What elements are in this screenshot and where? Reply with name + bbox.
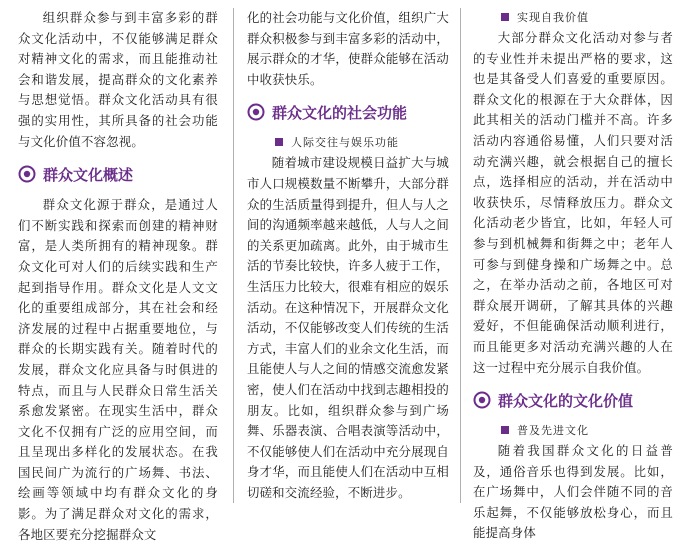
square-bullet-icon	[501, 426, 509, 434]
column-right	[473, 8, 673, 544]
subsection-heading-label: 实现自我价值	[517, 11, 589, 24]
section-heading-overview	[18, 159, 218, 189]
column-middle	[247, 8, 449, 503]
subsection-heading-label: 人际交往与娱乐功能	[291, 136, 399, 150]
section-heading-label: 群众文化的社会功能	[272, 103, 408, 122]
column-left	[18, 8, 218, 545]
subsection-heading-social	[275, 133, 449, 151]
section-heading-social-function	[247, 97, 449, 127]
subsection-heading-self-value	[501, 8, 673, 26]
concentric-circle-icon	[18, 165, 36, 183]
paragraph: 随着城市建设规模日益扩大与城市人口规模数量不断攀升，大部分群众的生活质量得到提升，但人与人之间的沟通频率越来越低，人与人之间的关系更加疏离。此外，由于城市生活的节奏比较快，许多人疲于工作，生活压力比较大，很难有相应的娱乐活动。在这种情况下，开展群众文化活动，不仅能够改变人们传统的生活方式，丰富人们的业余文化生活，而且能使人与人之间的情感交流愈发紧密，使人们在活动中找到志趣相投的朋友。比如，组织群众参与到广场舞、乐器表演、合唱表演等活动中，不仅能够使人们在活动中充分展现自身才华，而且能使人们在活动中互相切磋和交流经验，不断进步。	[247, 155, 449, 500]
column-divider-2	[460, 8, 461, 503]
column-divider-1	[233, 8, 234, 503]
paragraph: 大部分群众文化活动对参与者的专业性并未提出严格的要求，这也是其备受人们喜爱的重要原因。群众文化的根源在于大众群体，因此其相关的活动门槛并不高。许多活动内容通俗易懂，人们只要对活动充满兴趣，就会根据自己的擅长点，选择相应的活动，并在活动中收获快乐，尽情释放压力。群众文化活动老少皆宜，比如，年轻人可参与到机械舞和街舞之中；老年人可参与到健身操和广场舞之中。总之，在举办活动之前，各地区可对群众展开调研，了解其具体的兴趣爱好，不但能确保活动顺利进行，而且能更多对活动充满兴趣的人在这一过程中充分展示自我价值。	[473, 30, 673, 375]
paragraph: 随着我国群众文化的日益普及，通俗音乐也得到发展。比如，在广场舞中，人们会伴随不同的音乐起舞，不仅能够放松身心，而且能提高身体	[473, 443, 673, 541]
paragraph: 群众文化源于群众，是通过人们不断实践和探索而创建的精神财富，是人类所拥有的精神现象。群众文化可对人们的后续实践和生产起到指导作用。群众文化是人文文化的重要组成部分，其在社会和经济发展的过程中占据重要地位，与群众的长期实践有关。随着时代的发展，群众文化应具备与时俱进的特点，而且与人民群众日常生活关系愈发紧密。在现实生活中，群众文化不仅拥有广泛的应用空间，而且呈现出多样化的发展状态。在我国民间广为流行的广场舞、书法、绘画等领域中均有群众文化的身影。为了满足群众对文化的需求，各地区要充分挖掘群众文	[18, 197, 218, 542]
subsection-heading-culture	[501, 421, 673, 439]
concentric-circle-icon	[473, 391, 491, 409]
section-heading-cultural-value	[473, 385, 673, 415]
concentric-circle-icon	[247, 103, 265, 121]
subsection-heading-label: 普及先进文化	[517, 424, 589, 438]
paragraph: 化的社会功能与文化价值，组织广大群众积极参与到丰富多彩的活动中，展示群众的才华，使群众能够在活动中收获快乐。	[247, 10, 449, 87]
paragraph: 组织群众参与到丰富多彩的群众文化活动中，不仅能够满足群众对精神文化的需求，而且能推动社会和谐发展，提高群众的文化素养与思想觉悟。群众文化活动具有很强的实用性，其所具备的社会功能与文化价值不容忽视。	[18, 10, 218, 149]
section-heading-label: 群众文化的文化价值	[498, 391, 634, 410]
square-bullet-icon	[501, 13, 509, 21]
section-heading-label: 群众文化概述	[43, 165, 134, 184]
square-bullet-icon	[275, 138, 283, 146]
